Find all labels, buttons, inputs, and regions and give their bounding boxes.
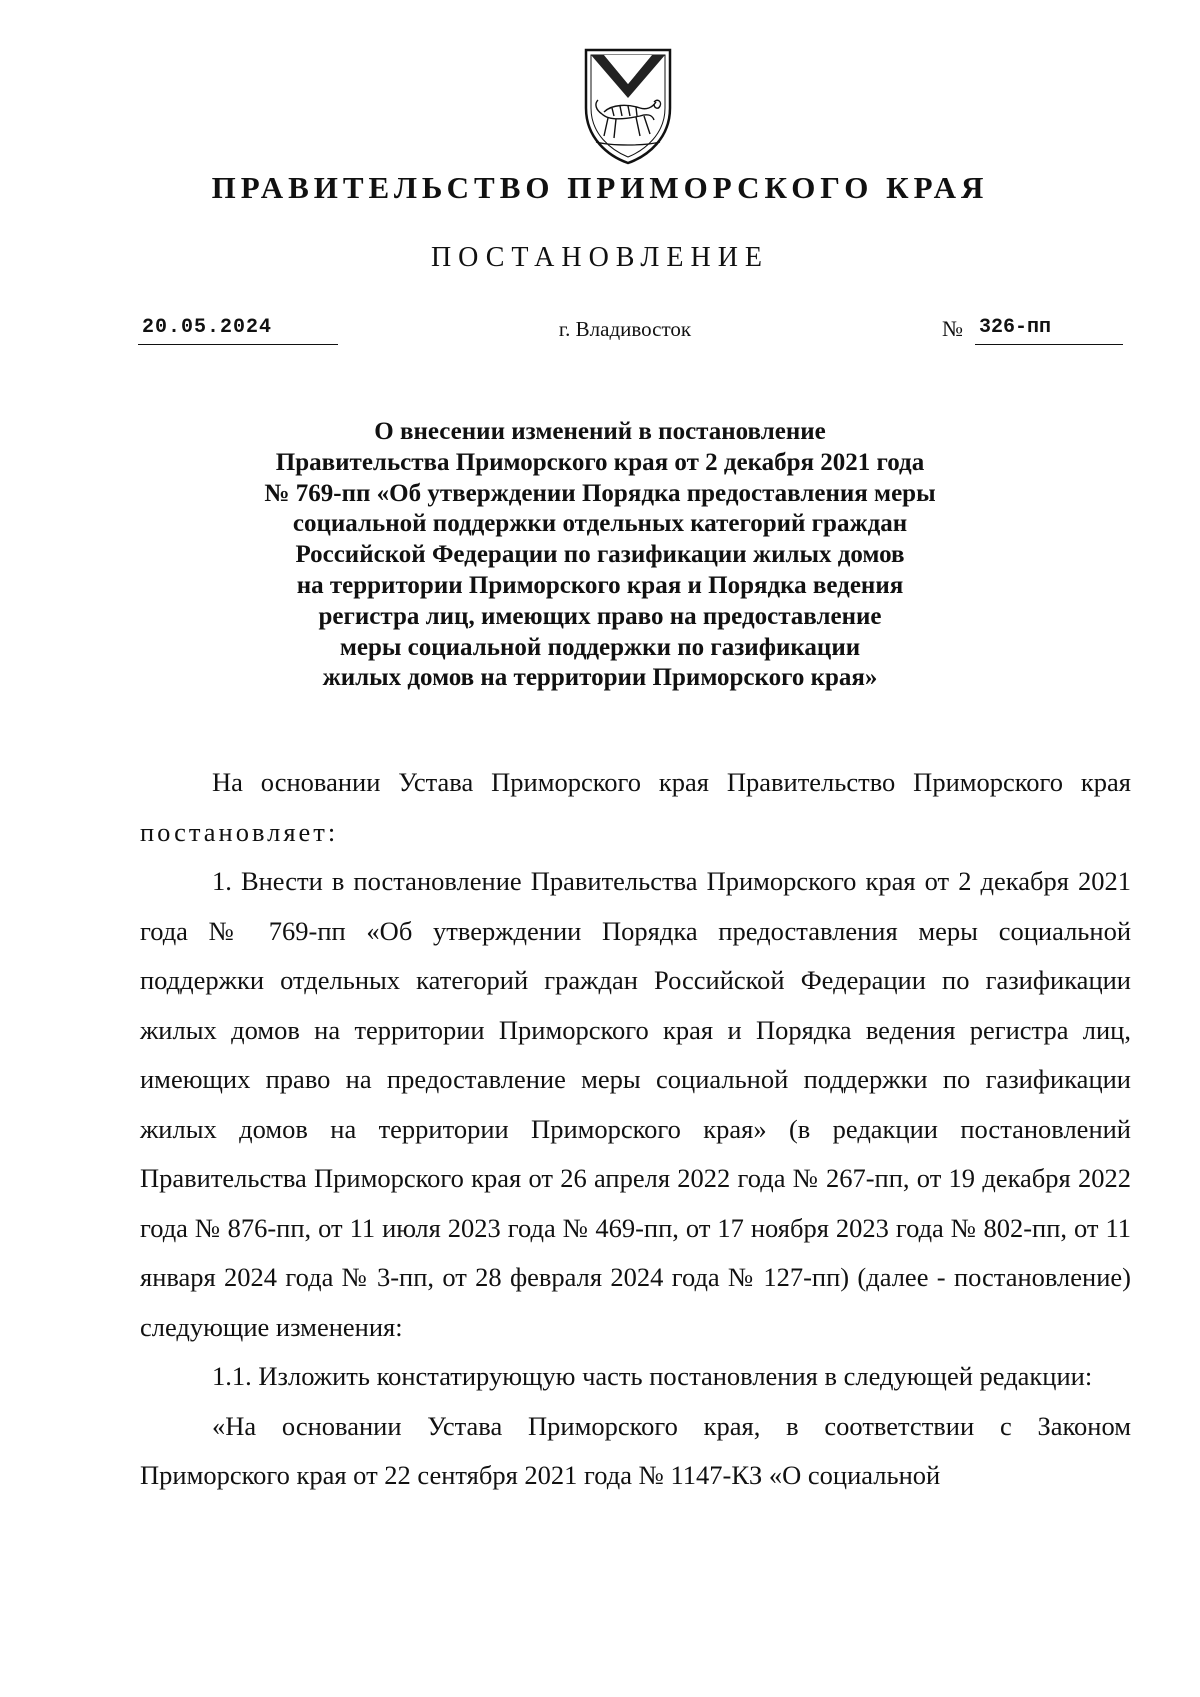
- quoted-paragraph: «На основании Устава Приморского края, в соответствии с Законом Приморского края от 22 сентября 2021 года № 1147-КЗ «О социальной: [140, 1410, 1131, 1490]
- preamble-text: На основании Устава Приморского края Правительство Приморского края: [212, 767, 1131, 797]
- document-date: 20.05.2024: [138, 313, 338, 345]
- clause-1-1-paragraph: 1.1. Изложить констатирующую часть постановления в следующей редакции:: [212, 1361, 1093, 1391]
- preamble-paragraph: [140, 758, 1131, 857]
- clause-1-paragraph: 1. Внести в постановление Правительства Приморского края от 2 декабря 2021 года № 769-пп «Об утверждении Порядка предоставления меры социальной поддержки отдельных категорий граждан Российской Федерации по газификации жилых домов на территории Приморского края и Порядка ведения регистра лиц, имеющих право на предоставление меры социальной поддержки по газификации жилых домов на территории Приморского края» (в редакции постановлений Правительства Приморского края от 26 апреля 2022 года № 267-пп, от 19 декабря 2022 года № 876-пп, от 11 июля 2023 года № 469-пп, от 17 ноября 2023 года № 802-пп, от 11 января 2024 года № 3-пп, от 28 февраля 2024 года № 127-пп) (далее - постановление) следующие изменения:: [140, 866, 1131, 1342]
- subject-line: О внесении изменений в постановление: [374, 418, 826, 445]
- subject-line: жилых домов на территории Приморского края»: [322, 664, 878, 692]
- subject-line: на территории Приморского края и Порядка ведения: [296, 571, 904, 599]
- number-sign: №: [942, 316, 963, 341]
- document-type: ПОСТАНОВЛЕНИЕ: [430, 242, 770, 273]
- subject-line: № 769-пп «Об утверждении Порядка предоставления меры: [264, 479, 936, 507]
- coat-of-arms-icon: [582, 46, 674, 166]
- subject-line: регистра лиц, имеющих право на предоставление: [318, 602, 882, 630]
- subject-line: социальной поддержки отдельных категорий граждан: [292, 510, 908, 538]
- subject-line: меры социальной поддержки по газификации: [339, 633, 861, 661]
- resolves-word: постановляет:: [140, 816, 339, 847]
- government-title: ПРАВИТЕЛЬСТВО ПРИМОРСКОГО КРАЯ: [211, 170, 989, 205]
- document-number: 326-пп: [975, 313, 1123, 345]
- subject-line: Правительства Приморского края от 2 декабря 2021 года: [275, 448, 925, 476]
- subject-line: Российской Федерации по газификации жилых домов: [295, 541, 905, 569]
- document-subject: [150, 417, 1050, 694]
- document-city: г. Владивосток: [558, 317, 692, 341]
- document-body: [140, 758, 1131, 1501]
- document-meta-row: [0, 313, 1200, 349]
